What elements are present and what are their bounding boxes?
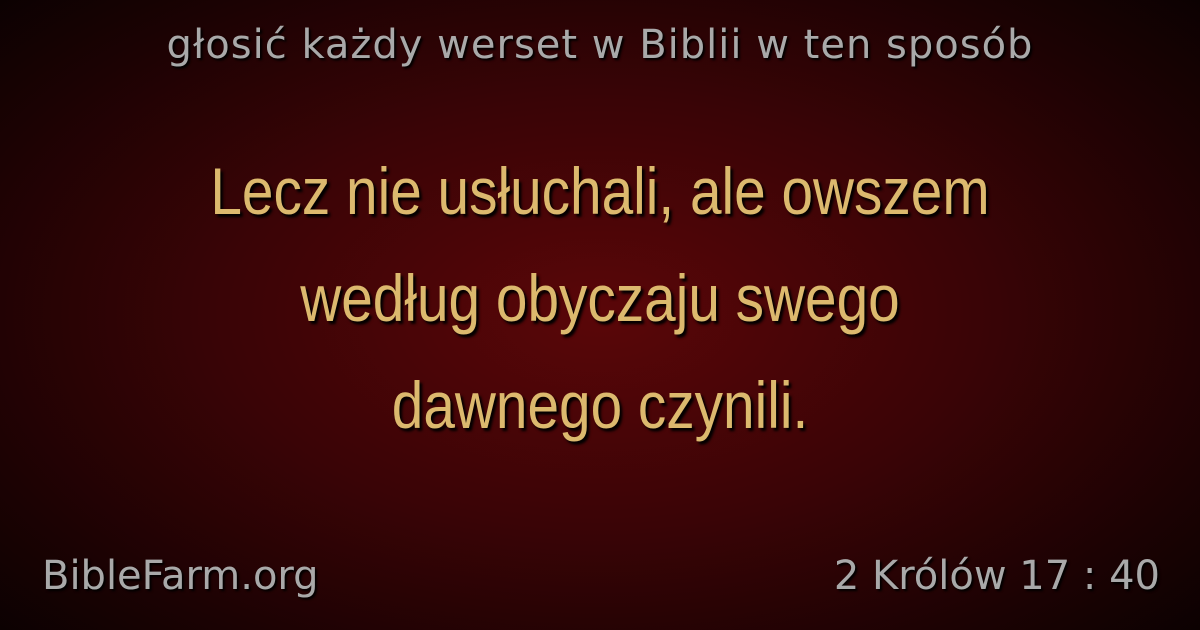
site-name: BibleFarm.org [42, 553, 319, 599]
verse-line: dawnego czynili. [391, 368, 809, 442]
verse-line: Lecz nie usłuchali, ale owszem [210, 154, 990, 228]
verse-text [136, 138, 1065, 459]
verse-line: według obyczaju swego [300, 261, 900, 335]
tagline: głosić każdy werset w Biblii w ten sposób [166, 22, 1034, 68]
verse-reference: 2 Królów 17 : 40 [833, 553, 1160, 599]
